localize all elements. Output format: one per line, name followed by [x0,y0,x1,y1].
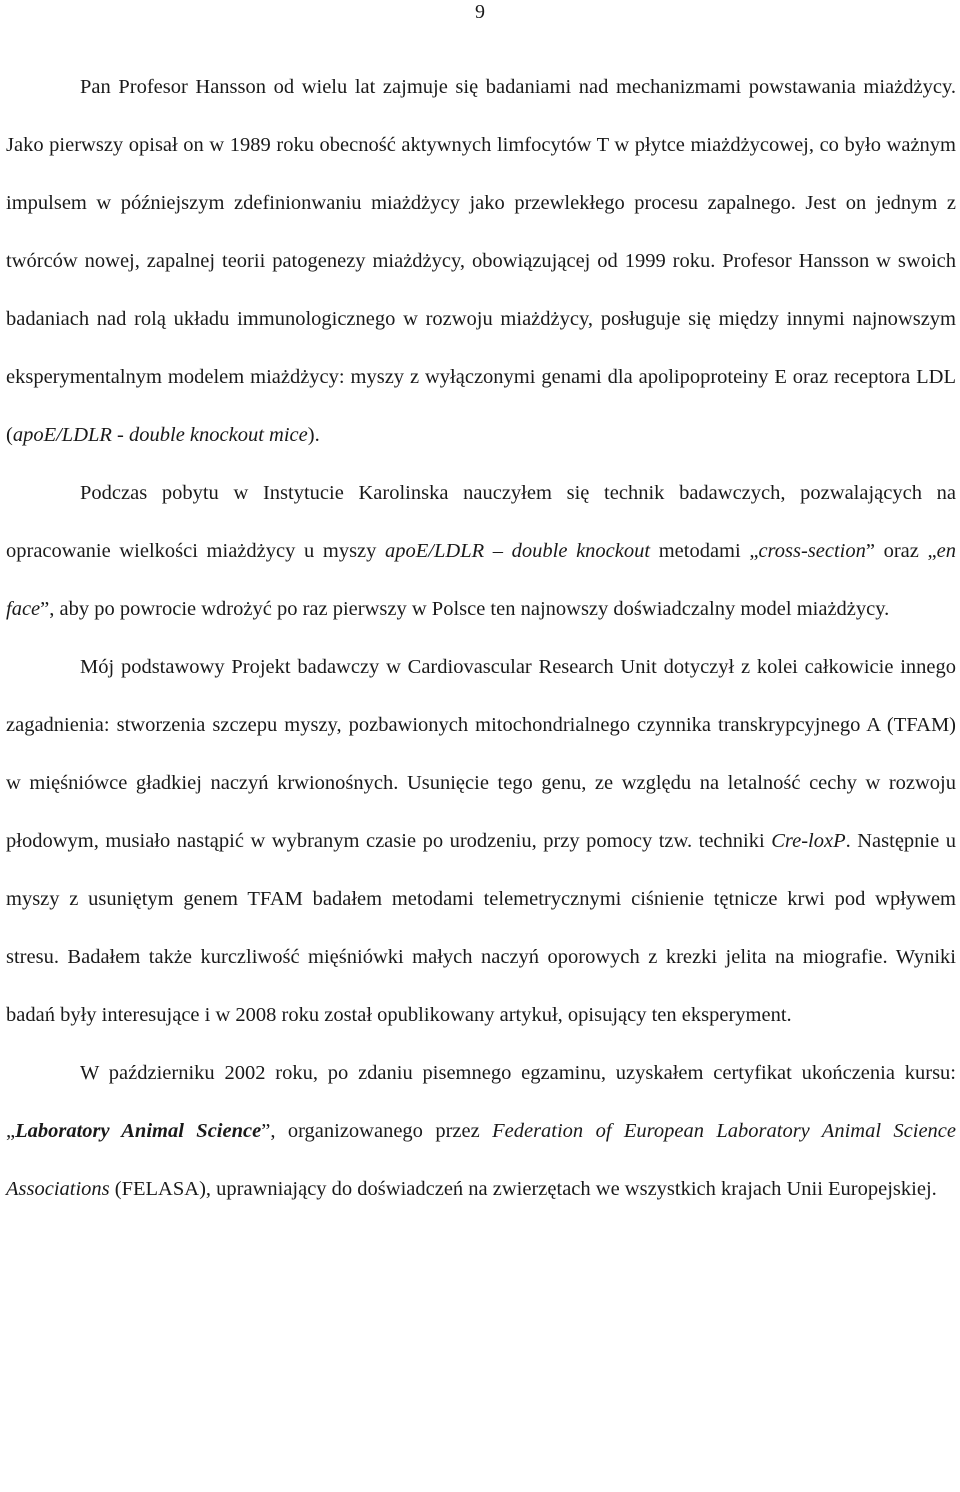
text-segment: en face [6,540,956,620]
paragraph-2 [6,464,956,638]
text-segment: Pan Profesor Hansson od wielu lat zajmuje się badaniami nad mechanizmami powstawania miażdżycy. Jako pierwszy opisał on w 1989 roku obecność aktywnych limfocytów T w płytce miażdżycowej, co było ważnym impulsem w późniejszym zdefinionwaniu miażdżycy jako przewlekłego procesu zapalnego. Jest on jednym z twórców nowej, zapalnej teorii patogenezy miażdżycy, obowiązującej od 1999 roku. Profesor Hansson w swoich badaniach nad rolą układu immunologicznego w rozwoju miażdżycy, posługuje się między innymi najnowszym eksperymentalnym modelem miażdżycy: myszy z wyłączonymi genami dla apolipoproteiny E oraz receptora LDL ( [6,76,956,446]
text-segment: (FELASA), uprawniający do doświadczeń na zwierzętach we wszystkich krajach Unii Europejskiej. [109,1178,937,1200]
text-segment: ” oraz „ [865,540,937,562]
text-segment: Podczas pobytu w Instytucie Karolinska nauczyłem się technik badawczych, pozwalających na opracowanie wielkości miażdżycy u myszy [6,482,956,562]
text-segment: ”, aby po powrocie wdrożyć po raz pierwszy w Polsce ten najnowszy doświadczalny model miażdżycy. [40,598,890,620]
page-number-text: 9 [475,1,485,23]
text-segment: cross-section [758,540,866,562]
paragraph-4 [6,1044,956,1218]
paragraph-1 [6,58,956,464]
page-number [0,0,960,24]
text-segment: metodami „ [650,540,759,562]
text-segment: Mój podstawowy Projekt badawczy w Cardiovascular Research Unit dotyczył z kolei całkowicie innego zagadnienia: stworzenia szczepu myszy, pozbawionych mitochondrialnego czynnika transkrypcyjnego A (TFAM) w mięśniówce gładkiej naczyń krwionośnych. Usunięcie tego genu, ze względu na letalność cechy w rozwoju płodowym, musiało nastąpić w wybranym czasie po urodzeniu, przy pomocy tzw. techniki [6,656,956,852]
text-segment: apoE/LDLR – double knockout [385,540,651,562]
text-segment: W październiku 2002 roku, po zdaniu pisemnego egzaminu, uzyskałem certyfikat ukończenia kursu: „ [6,1062,956,1142]
text-segment: apoE/LDLR - double knockout mice [12,424,308,446]
text-segment: Laboratory Animal Science [15,1120,262,1142]
text-segment: Federation of European Laboratory Animal Science Associations [6,1120,957,1200]
text-segment: . Następnie u myszy z usuniętym genem TFAM badałem metodami telemetrycznymi ciśnienie tętnicze krwi pod wpływem stresu. Badałem także kurczliwość mięśniówki małych naczyń oporowych z krezki jelita na miografie. Wyniki badań były interesujące i w 2008 roku został opublikowany artykuł, opisujący ten eksperyment. [6,830,956,1026]
text-segment: ”, organizowanego przez [261,1120,493,1142]
text-segment: ). [307,424,320,446]
document-body [6,58,956,1218]
paragraph-3 [6,638,956,1044]
text-segment: Cre-loxP [771,830,846,852]
